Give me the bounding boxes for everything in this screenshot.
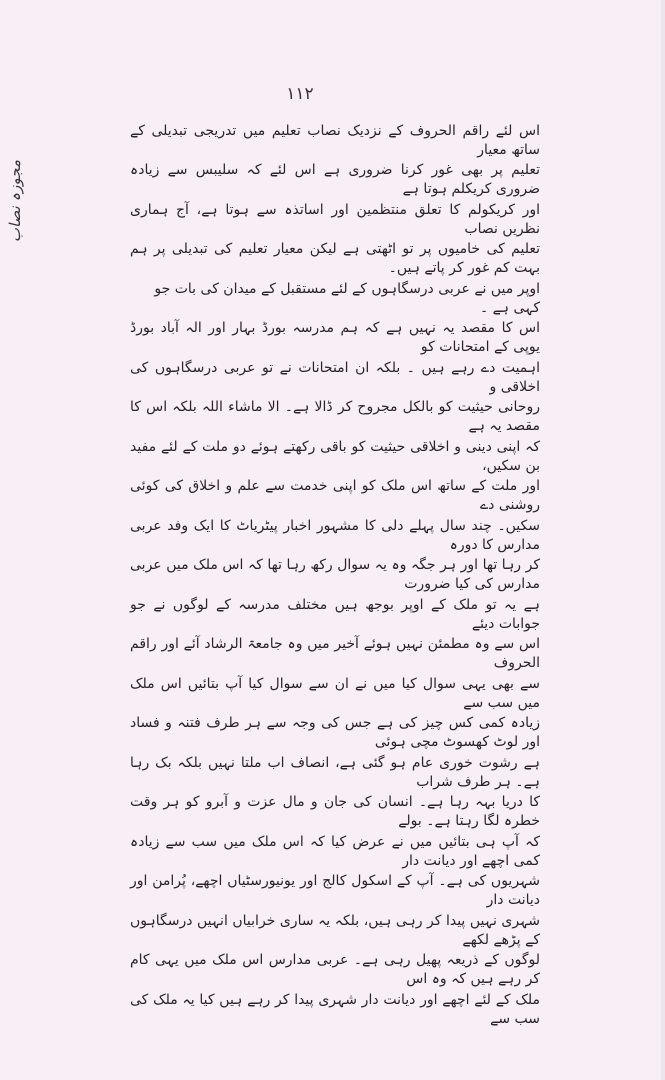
text-line-row <box>130 200 540 240</box>
text-line-row <box>130 635 540 675</box>
text-line-row <box>130 753 540 793</box>
text-line-row <box>130 990 540 1030</box>
text-line-row <box>130 714 540 754</box>
text-line: اہمیت دے رہے ہیں ۔ بلکہ ان امتحانات نے تو عربی درسگاہوں کی اخلاقی و <box>130 359 540 395</box>
text-line-row <box>130 832 540 872</box>
text-line: شہریوں کی ہے۔ آپ کے اسکول کالج اور یونیورسٹیاں اچھے، پُرامن اور دیانت دار <box>130 873 540 909</box>
text-line: ہے رشوت خوری عام ہو گئی ہے، انصاف اب ملتا نہیں بلکہ بک رہا ہے۔ ہر طرف شراب <box>130 754 540 790</box>
text-line-row <box>130 358 540 398</box>
text-line-row <box>130 398 540 438</box>
text-line: سکیں۔ چند سال پہلے دلی کا مشہور اخبار پیٹریاٹ کا ایک وفد عربی مدارس کا دورہ <box>130 517 540 553</box>
text-line-row <box>130 161 540 201</box>
text-line: اور ملت کے ساتھ اس ملک کو اپنی خدمت سے علم و اخلاق کی کوئی روشنی دے <box>130 478 540 514</box>
text-line: اس سے وہ مطمئن نہیں ہوئے آخیر میں وہ جامعۃ الرشاد آئے اور راقم الحروف <box>130 636 540 672</box>
body-text <box>130 121 540 1030</box>
text-line-row <box>130 279 540 319</box>
text-line-row <box>130 911 540 951</box>
text-line-row <box>130 477 540 517</box>
text-line-row <box>130 674 540 714</box>
text-line: اور کریکولم کا تعلق منتظمین اور اساتذہ سے ہوتا ہے، آج ہماری نظریں نصاب <box>130 201 540 237</box>
scan-edge <box>661 0 665 1080</box>
text-line-row <box>130 121 540 161</box>
text-line-row <box>130 556 540 596</box>
text-line-row <box>130 516 540 556</box>
handwritten-margin-note: مجوزہ نصاب <box>6 160 24 243</box>
text-line-row <box>130 951 540 991</box>
text-line-row <box>130 595 540 635</box>
text-line: اس لئے راقم الحروف کے نزدیک نصاب تعلیم میں تدریجی تبدیلی کے ساتھ معیار <box>130 122 540 158</box>
text-line: لوگوں کے ذریعہ پھیل رہی ہے۔ عربی مدارس اس ملک میں یہی کام کر رہے ہیں کہ وہ اس <box>130 952 540 988</box>
text-line: کر رہا تھا اور ہر جگہ وہ یہ سوال رکھ رہا تھا کہ اس ملک میں عربی مدارس کی کیا ضرورت <box>130 557 540 593</box>
text-line-row <box>130 240 540 280</box>
text-line: ہے یہ تو ملک کے اوپر بوجھ ہیں مختلف مدرسہ کے لوگوں نے جو جوابات دیئے <box>130 596 540 632</box>
text-line-row <box>130 437 540 477</box>
text-line: اوپر میں نے عربی درسگاہوں کے لئے مستقبل کے میدان کی بات جو کہی ہے ۔ <box>154 280 540 316</box>
text-line: کا دریا بہہ رہا ہے۔ انسان کی جان و مال عزت و آبرو کو ہر وقت خطرہ لگا رہتا ہے۔ بولے <box>130 794 540 830</box>
text-line: ملک کے لئے اچھے اور دیانت دار شہری پیدا کر رہے ہیں کیا یہ ملک کی سب سے <box>130 991 540 1027</box>
text-line-row <box>130 872 540 912</box>
text-line-row <box>130 793 540 833</box>
text-line: روحانی حیثیت کو بالکل مجروح کر ڈالا ہے۔ الا ماشاء اللہ بلکہ اس کا مقصد یہ ہے <box>130 399 540 435</box>
text-line: اس کا مقصد یہ نہیں ہے کہ ہم مدرسہ بورڈ بہار اور الہ آباد بورڈ یوپی کے امتحانات کو <box>130 320 540 356</box>
text-line-row <box>130 319 540 359</box>
text-line: تعلیم کی خامیوں پر تو اٹھتی ہے لیکن معیار تعلیم کی تبدیلی پر ہم بہت کم غور کر پاتے ہیں۔ <box>130 241 540 277</box>
page-number: ۱۱۲ <box>286 84 314 104</box>
text-line: تعلیم پر بھی غور کرنا ضروری ہے اس لئے کہ سلیبس سے زیادہ ضروری کریکلم ہوتا ہے <box>130 162 540 198</box>
text-line: کہ آپ ہی بتائیں میں نے عرض کیا کہ اس ملک میں سب سے زیادہ کمی اچھے اور دیانت دار <box>130 833 540 869</box>
text-line: شہری نہیں پیدا کر رہی ہیں، بلکہ یہ ساری خرابیاں انہیں درسگاہوں کے پڑھے لکھے <box>130 912 541 948</box>
text-line: زیادہ کمی کس چیز کی ہے جس کی وجہ سے ہر طرف فتنہ و فساد اور لوٹ کھسوٹ مچی ہوئی <box>130 715 540 751</box>
text-line: سے بھی یہی سوال کیا میں نے ان سے سوال کیا آپ بتائیں اس ملک میں سب سے <box>130 675 540 711</box>
text-line: کہ اپنی دینی و اخلاقی حیثیت کو باقی رکھتے ہوئے دو ملت کے لئے مفید بن سکیں، <box>130 438 540 474</box>
